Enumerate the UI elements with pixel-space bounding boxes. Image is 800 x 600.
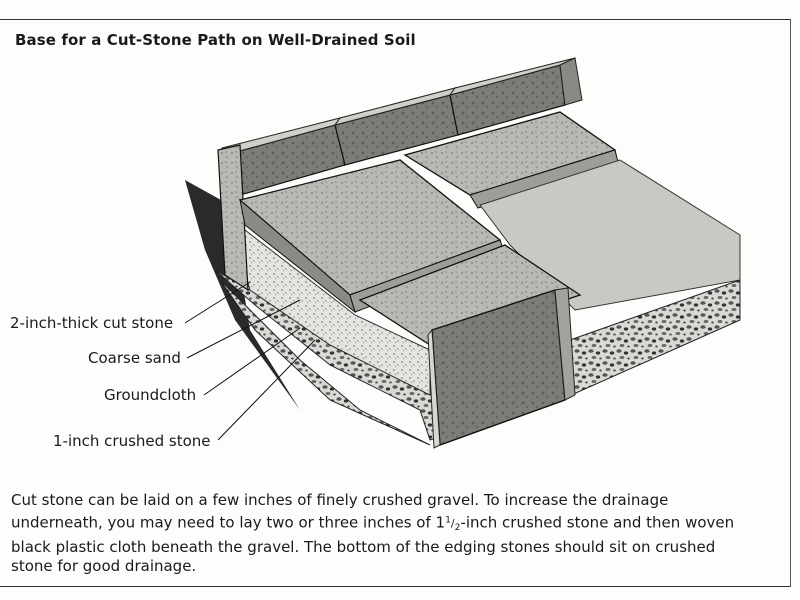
label-groundcloth: Groundcloth <box>104 386 197 404</box>
figure-caption <box>11 491 751 577</box>
caption-fraction: $^1/_2$ <box>445 514 461 534</box>
leader-crushed-stone <box>218 340 315 440</box>
label-crushed-stone: 1-inch crushed stone <box>53 432 211 450</box>
label-coarse-sand: Coarse sand <box>88 349 181 367</box>
fraction-denominator: 2 <box>454 522 461 534</box>
fraction-numerator: 1 <box>445 514 451 526</box>
caption-part-2: -inch crushed stone and then woven black plastic cloth beneath the gravel. The bottom of the edging stones should sit on crushed stone for good drainage. <box>11 513 735 576</box>
label-cut-stone: 2-inch-thick cut stone <box>10 314 174 332</box>
caption-part-1: Cut stone can be laid on a few inches of finely crushed gravel. To increase the drainage underneath, you may need to lay two or three inches of 1 <box>11 491 669 532</box>
figure-title: Base for a Cut-Stone Path on Well-Drained Soil <box>15 31 416 49</box>
